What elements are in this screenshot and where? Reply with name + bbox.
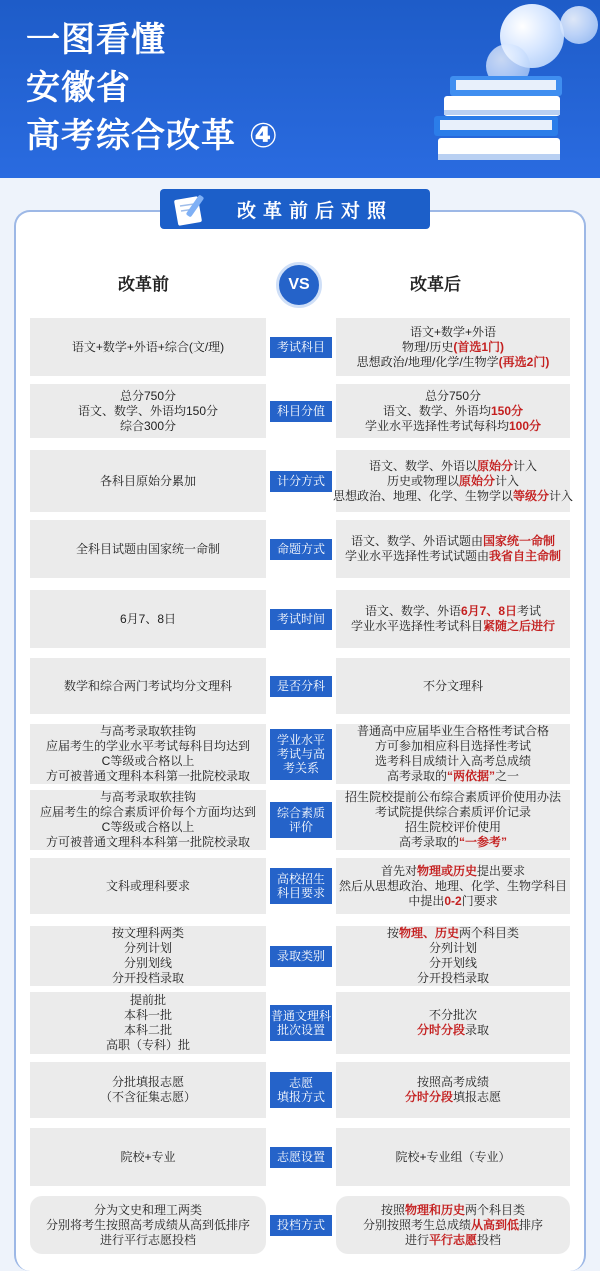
cell-text: 文科或理科要求 xyxy=(105,878,190,893)
comparison-row xyxy=(30,318,570,376)
cell-text: 招生院校评价使用 xyxy=(404,820,501,834)
category-tag xyxy=(270,401,332,422)
tag-text: 计分方式 xyxy=(276,474,325,488)
comparison-row xyxy=(30,658,570,714)
category-tag xyxy=(270,609,332,630)
cell-line xyxy=(100,1233,196,1248)
cell-line xyxy=(417,971,489,986)
cell-text: 普通高中应届毕业生合格性考试合格 xyxy=(356,724,549,738)
cell-text: 分开投档录取 xyxy=(416,971,489,985)
cell-text: 应届考生的学业水平考试每科目均达到 xyxy=(45,739,250,753)
before-cell xyxy=(30,1196,266,1254)
cell-line xyxy=(333,489,573,504)
cell-text: 分开投档录取 xyxy=(111,971,184,985)
before-cell xyxy=(30,790,266,850)
before-cell xyxy=(30,520,266,578)
cell-text: 数学和综合两门考试均分文理科 xyxy=(63,678,232,693)
after-cell xyxy=(336,858,570,914)
cell-line xyxy=(100,724,196,739)
cell-text: 高考录取的 xyxy=(386,769,447,783)
tag-text: 综合素质 xyxy=(276,806,325,820)
highlight-text: 150分 xyxy=(490,403,524,418)
cell-text: 语文、数学、外语均150分 xyxy=(77,403,219,418)
title-line-3: 高考综合改革 ④ xyxy=(26,116,279,156)
cell-line xyxy=(345,549,561,564)
comparison-row xyxy=(30,384,570,438)
cell-text: 6月7、8日 xyxy=(119,611,177,626)
header-banner xyxy=(0,0,600,178)
cell-text: 高考录取的 xyxy=(398,835,459,849)
vs-badge: VS xyxy=(276,262,322,308)
cell-line xyxy=(106,879,190,894)
cell-text: 物理/历史 xyxy=(401,339,454,354)
cell-text: 学业水平选择性考试试题由 xyxy=(344,549,489,563)
cell-line xyxy=(429,1008,477,1023)
before-cell xyxy=(30,1062,266,1118)
after-cell xyxy=(336,590,570,648)
cell-text: 计入 xyxy=(549,488,574,503)
cell-text: 填报志愿 xyxy=(453,1090,502,1104)
cell-text: 招生院校提前公布综合素质评价使用办法 xyxy=(344,790,561,804)
comparison-row xyxy=(30,1062,570,1118)
cell-line xyxy=(112,971,184,986)
cell-text: 应届考生的综合素质评价每个方面均达到 xyxy=(39,805,256,819)
cell-text: 本科二批 xyxy=(123,1023,172,1037)
cell-text: 分别将考生按照高考成绩从高到低排序 xyxy=(45,1217,250,1232)
cell-text: 院校+专业 xyxy=(120,1149,176,1164)
cell-line xyxy=(46,835,250,850)
cell-line xyxy=(100,790,196,805)
cell-line xyxy=(124,1008,172,1023)
cell-line xyxy=(46,1218,250,1233)
cell-line xyxy=(120,1150,175,1165)
after-cell xyxy=(336,724,570,784)
tag-text: 高校招生 xyxy=(276,872,325,886)
cell-line xyxy=(423,679,483,694)
tag-text: 评价 xyxy=(288,820,313,834)
cell-text: 按文理科两类 xyxy=(111,926,184,940)
before-cell xyxy=(30,318,266,376)
highlight-text: 等级分 xyxy=(513,488,550,503)
pen-paper-icon xyxy=(172,192,210,228)
cell-line xyxy=(417,1075,489,1090)
highlight-text: 6月7、8日 xyxy=(460,604,518,618)
cell-text: 排序 xyxy=(519,1217,544,1232)
cell-line xyxy=(405,820,501,835)
column-after-label: 改革后 xyxy=(410,275,461,294)
category-tag xyxy=(270,1005,332,1041)
cell-text: 全科目试题由国家统一命制 xyxy=(75,541,220,556)
title-line-1: 一图看懂 xyxy=(26,20,166,60)
cell-line xyxy=(410,325,496,340)
cell-text: 提前批 xyxy=(129,993,166,1007)
cell-text: 按照高考成绩 xyxy=(416,1075,489,1089)
cell-line xyxy=(106,1038,190,1053)
cell-line xyxy=(365,604,541,619)
tag-text: 考关系 xyxy=(282,761,319,775)
after-cell xyxy=(336,790,570,850)
comparison-row xyxy=(30,926,570,986)
cell-text: 门要求 xyxy=(461,893,498,908)
cell-line xyxy=(345,790,561,805)
cell-text: 思想政治、地理、化学、生物学以 xyxy=(332,488,513,503)
highlight-text: 100分 xyxy=(508,418,542,433)
cell-line xyxy=(417,1023,489,1038)
cell-text: C等级或合格以上 xyxy=(101,754,195,768)
cell-text: 进行平行志愿投档 xyxy=(99,1232,196,1247)
cell-line xyxy=(120,389,176,404)
book-stack-icon xyxy=(420,60,570,170)
cell-text: 分别划线 xyxy=(123,956,172,970)
comparison-row xyxy=(30,590,570,648)
cell-line xyxy=(124,1023,172,1038)
cell-text: 学业水平选择性考试每科均 xyxy=(364,418,509,433)
highlight-text: “两依据” xyxy=(446,769,495,783)
tag-text: 投档方式 xyxy=(276,1218,325,1232)
cell-line xyxy=(112,1075,184,1090)
cell-line xyxy=(100,474,196,489)
before-cell xyxy=(30,1128,266,1186)
cell-text: 进行 xyxy=(404,1232,429,1247)
category-tag xyxy=(270,471,332,492)
cell-text: 分批填报志愿 xyxy=(111,1075,184,1089)
cell-text: 不分文理科 xyxy=(422,678,483,693)
cell-line xyxy=(124,941,172,956)
comparison-row xyxy=(30,520,570,578)
category-tag xyxy=(270,1147,332,1168)
cell-text: 计入 xyxy=(495,473,520,488)
cell-line xyxy=(76,542,220,557)
tag-text: 志愿设置 xyxy=(276,1150,325,1164)
cell-line xyxy=(100,1090,196,1105)
cell-line xyxy=(351,534,555,549)
cell-text: 不分批次 xyxy=(428,1008,477,1022)
tag-text: 是否分科 xyxy=(276,679,325,693)
cell-text: 考试 xyxy=(517,604,542,618)
cell-line xyxy=(429,956,477,971)
tag-text: 学业水平 xyxy=(276,733,325,747)
cell-text: 语文+数学+外语+综合(文/理) xyxy=(71,339,225,354)
after-cell xyxy=(336,1128,570,1186)
cell-text: 分开划线 xyxy=(428,956,477,970)
cell-text: 高职（专科）批 xyxy=(105,1038,190,1052)
cell-text: 中提出 xyxy=(408,893,445,908)
cell-line xyxy=(130,993,166,1008)
highlight-text: 分时分段 xyxy=(416,1023,465,1037)
column-before-label: 改革前 xyxy=(118,275,169,294)
before-cell xyxy=(30,450,266,512)
tag-text: 考试科目 xyxy=(276,340,325,354)
section-title: 改革前后对照 xyxy=(160,189,430,229)
cell-line xyxy=(124,956,172,971)
before-cell xyxy=(30,858,266,914)
comparison-row xyxy=(30,790,570,850)
cell-text: 分列计划 xyxy=(123,941,172,955)
cell-line xyxy=(381,864,525,879)
tag-text: 科目要求 xyxy=(276,886,325,900)
highlight-text: (首选1门) xyxy=(453,339,504,354)
cell-line xyxy=(387,769,519,784)
cell-text: 历史或物理以 xyxy=(386,473,459,488)
after-cell xyxy=(336,926,570,986)
tag-text: 考试时间 xyxy=(276,612,325,626)
cell-text: 语文、数学、外语以 xyxy=(368,458,477,473)
cell-line xyxy=(102,754,195,769)
before-cell xyxy=(30,590,266,648)
comparison-row xyxy=(30,724,570,784)
cell-line xyxy=(369,459,537,474)
comparison-row xyxy=(30,1128,570,1186)
cell-line xyxy=(120,419,176,434)
after-cell xyxy=(336,658,570,714)
cell-text: 投档 xyxy=(477,1232,502,1247)
cell-text: 分别按照考生总成绩 xyxy=(362,1217,471,1232)
cell-line xyxy=(351,619,555,634)
highlight-text: 原始分 xyxy=(458,473,495,488)
after-cell xyxy=(336,384,570,438)
cell-text: 各科目原始分累加 xyxy=(99,473,196,488)
cell-line xyxy=(40,805,256,820)
comparison-row xyxy=(30,858,570,914)
before-cell xyxy=(30,724,266,784)
decor-bubble xyxy=(560,6,598,44)
tag-text: 普通文理科 xyxy=(270,1009,331,1023)
cell-text: 方可被普通文理科本科第一批院校录取 xyxy=(45,769,250,783)
before-cell xyxy=(30,658,266,714)
cell-text: C等级或合格以上 xyxy=(101,820,195,834)
cell-text: 考试院提供综合素质评价记录 xyxy=(374,805,531,819)
cell-line xyxy=(402,340,504,355)
cell-line xyxy=(408,894,497,909)
cell-text: 与高考录取软挂钩 xyxy=(99,790,196,804)
highlight-text: 紧随之后进行 xyxy=(483,619,556,633)
cell-line xyxy=(399,835,507,850)
cell-text: 计入 xyxy=(513,458,538,473)
highlight-text: 原始分 xyxy=(476,458,513,473)
category-tag xyxy=(270,1215,332,1236)
tag-text: 考试与高 xyxy=(276,747,325,761)
highlight-text: 我省自主命制 xyxy=(489,549,562,563)
cell-text: 之一 xyxy=(495,769,520,783)
tag-text: 科目分值 xyxy=(276,404,325,418)
cell-line xyxy=(381,1203,525,1218)
highlight-text: 分时分段 xyxy=(404,1090,453,1104)
cell-line xyxy=(387,926,519,941)
cell-text: 分列计划 xyxy=(428,941,477,955)
cell-line xyxy=(46,739,250,754)
cell-text: 语文+数学+外语 xyxy=(409,324,497,339)
comparison-row xyxy=(30,992,570,1054)
tag-text: 录取类别 xyxy=(276,949,325,963)
cell-line xyxy=(405,1233,501,1248)
highlight-text: 平行志愿 xyxy=(428,1232,477,1247)
cell-line xyxy=(405,1090,501,1105)
before-cell xyxy=(30,384,266,438)
cell-line xyxy=(425,389,481,404)
cell-line xyxy=(429,941,477,956)
after-cell xyxy=(336,318,570,376)
cell-text: 选考科目成绩计入高考总成绩 xyxy=(374,754,531,768)
cell-text: 思想政治/地理/化学/生物学 xyxy=(356,354,499,369)
cell-line xyxy=(383,404,523,419)
cell-line xyxy=(363,1218,543,1233)
category-tag xyxy=(270,676,332,697)
highlight-text: (再选2门) xyxy=(498,354,550,369)
category-tag xyxy=(270,539,332,560)
cell-text: 本科一批 xyxy=(123,1008,172,1022)
cell-text: 语文、数学、外语试题由 xyxy=(350,534,483,548)
cell-line xyxy=(375,805,531,820)
highlight-text: “一参考” xyxy=(459,835,508,849)
cell-line xyxy=(339,879,567,894)
highlight-text: 物理或历史 xyxy=(416,863,477,878)
cell-line xyxy=(365,419,541,434)
cell-line xyxy=(64,679,232,694)
cell-text: 按照 xyxy=(380,1202,405,1217)
highlight-text: 国家统一命制 xyxy=(483,534,556,548)
cell-text: 录取 xyxy=(465,1023,490,1037)
cell-text: 综合300分 xyxy=(119,418,177,433)
cell-text: 院校+专业组（专业） xyxy=(395,1149,511,1164)
cell-text: 与高考录取软挂钩 xyxy=(99,724,196,738)
title-line-2: 安徽省 xyxy=(26,68,131,108)
highlight-text: 物理和历史 xyxy=(404,1202,465,1217)
cell-line xyxy=(375,754,531,769)
cell-line xyxy=(112,926,184,941)
before-cell xyxy=(30,992,266,1054)
cell-text: 首先对 xyxy=(380,863,417,878)
cell-line xyxy=(375,739,531,754)
after-cell xyxy=(336,520,570,578)
cell-text: 总分750分 xyxy=(119,388,177,403)
cell-text: 方可被普通文理科本科第一批院校录取 xyxy=(45,835,250,849)
highlight-text: 物理、历史 xyxy=(398,926,459,940)
cell-text: 两个科目类 xyxy=(465,1202,526,1217)
cell-text: 然后从思想政治、地理、化学、生物学科目 xyxy=(338,878,567,893)
category-tag xyxy=(270,946,332,967)
cell-line xyxy=(357,355,550,370)
cell-text: 总分750分 xyxy=(424,388,482,403)
after-cell xyxy=(336,1196,570,1254)
comparison-row xyxy=(30,450,574,512)
after-cell xyxy=(332,450,574,512)
cell-line xyxy=(46,769,250,784)
category-tag xyxy=(270,337,332,358)
cell-text: 语文、数学、外语均 xyxy=(382,403,491,418)
cell-text: （不含征集志愿） xyxy=(99,1090,196,1104)
cell-text: 分为文史和理工两类 xyxy=(93,1202,202,1217)
highlight-text: 0-2 xyxy=(444,893,462,908)
category-tag xyxy=(270,868,332,904)
cell-line xyxy=(102,820,195,835)
cell-line xyxy=(357,724,549,739)
before-cell xyxy=(30,926,266,986)
tag-text: 填报方式 xyxy=(276,1090,325,1104)
tag-text: 命题方式 xyxy=(276,542,325,556)
cell-text: 方可参加相应科目选择性考试 xyxy=(374,739,531,753)
cell-line xyxy=(78,404,218,419)
cell-text: 提出要求 xyxy=(477,863,526,878)
category-tag xyxy=(270,729,332,780)
tag-text: 志愿 xyxy=(288,1076,313,1090)
cell-line xyxy=(395,1150,510,1165)
comparison-row xyxy=(30,1196,570,1254)
cell-text: 按 xyxy=(386,926,399,940)
after-cell xyxy=(336,1062,570,1118)
cell-line xyxy=(72,340,224,355)
cell-text: 学业水平选择性考试科目 xyxy=(350,619,483,633)
category-tag xyxy=(270,1072,332,1108)
after-cell xyxy=(336,992,570,1054)
category-tag xyxy=(270,802,332,838)
cell-line xyxy=(94,1203,202,1218)
cell-line xyxy=(120,612,176,627)
cell-text: 两个科目类 xyxy=(459,926,520,940)
cell-line xyxy=(387,474,519,489)
cell-text: 语文、数学、外语 xyxy=(364,604,461,618)
highlight-text: 从高到低 xyxy=(470,1217,519,1232)
tag-text: 批次设置 xyxy=(276,1023,325,1037)
